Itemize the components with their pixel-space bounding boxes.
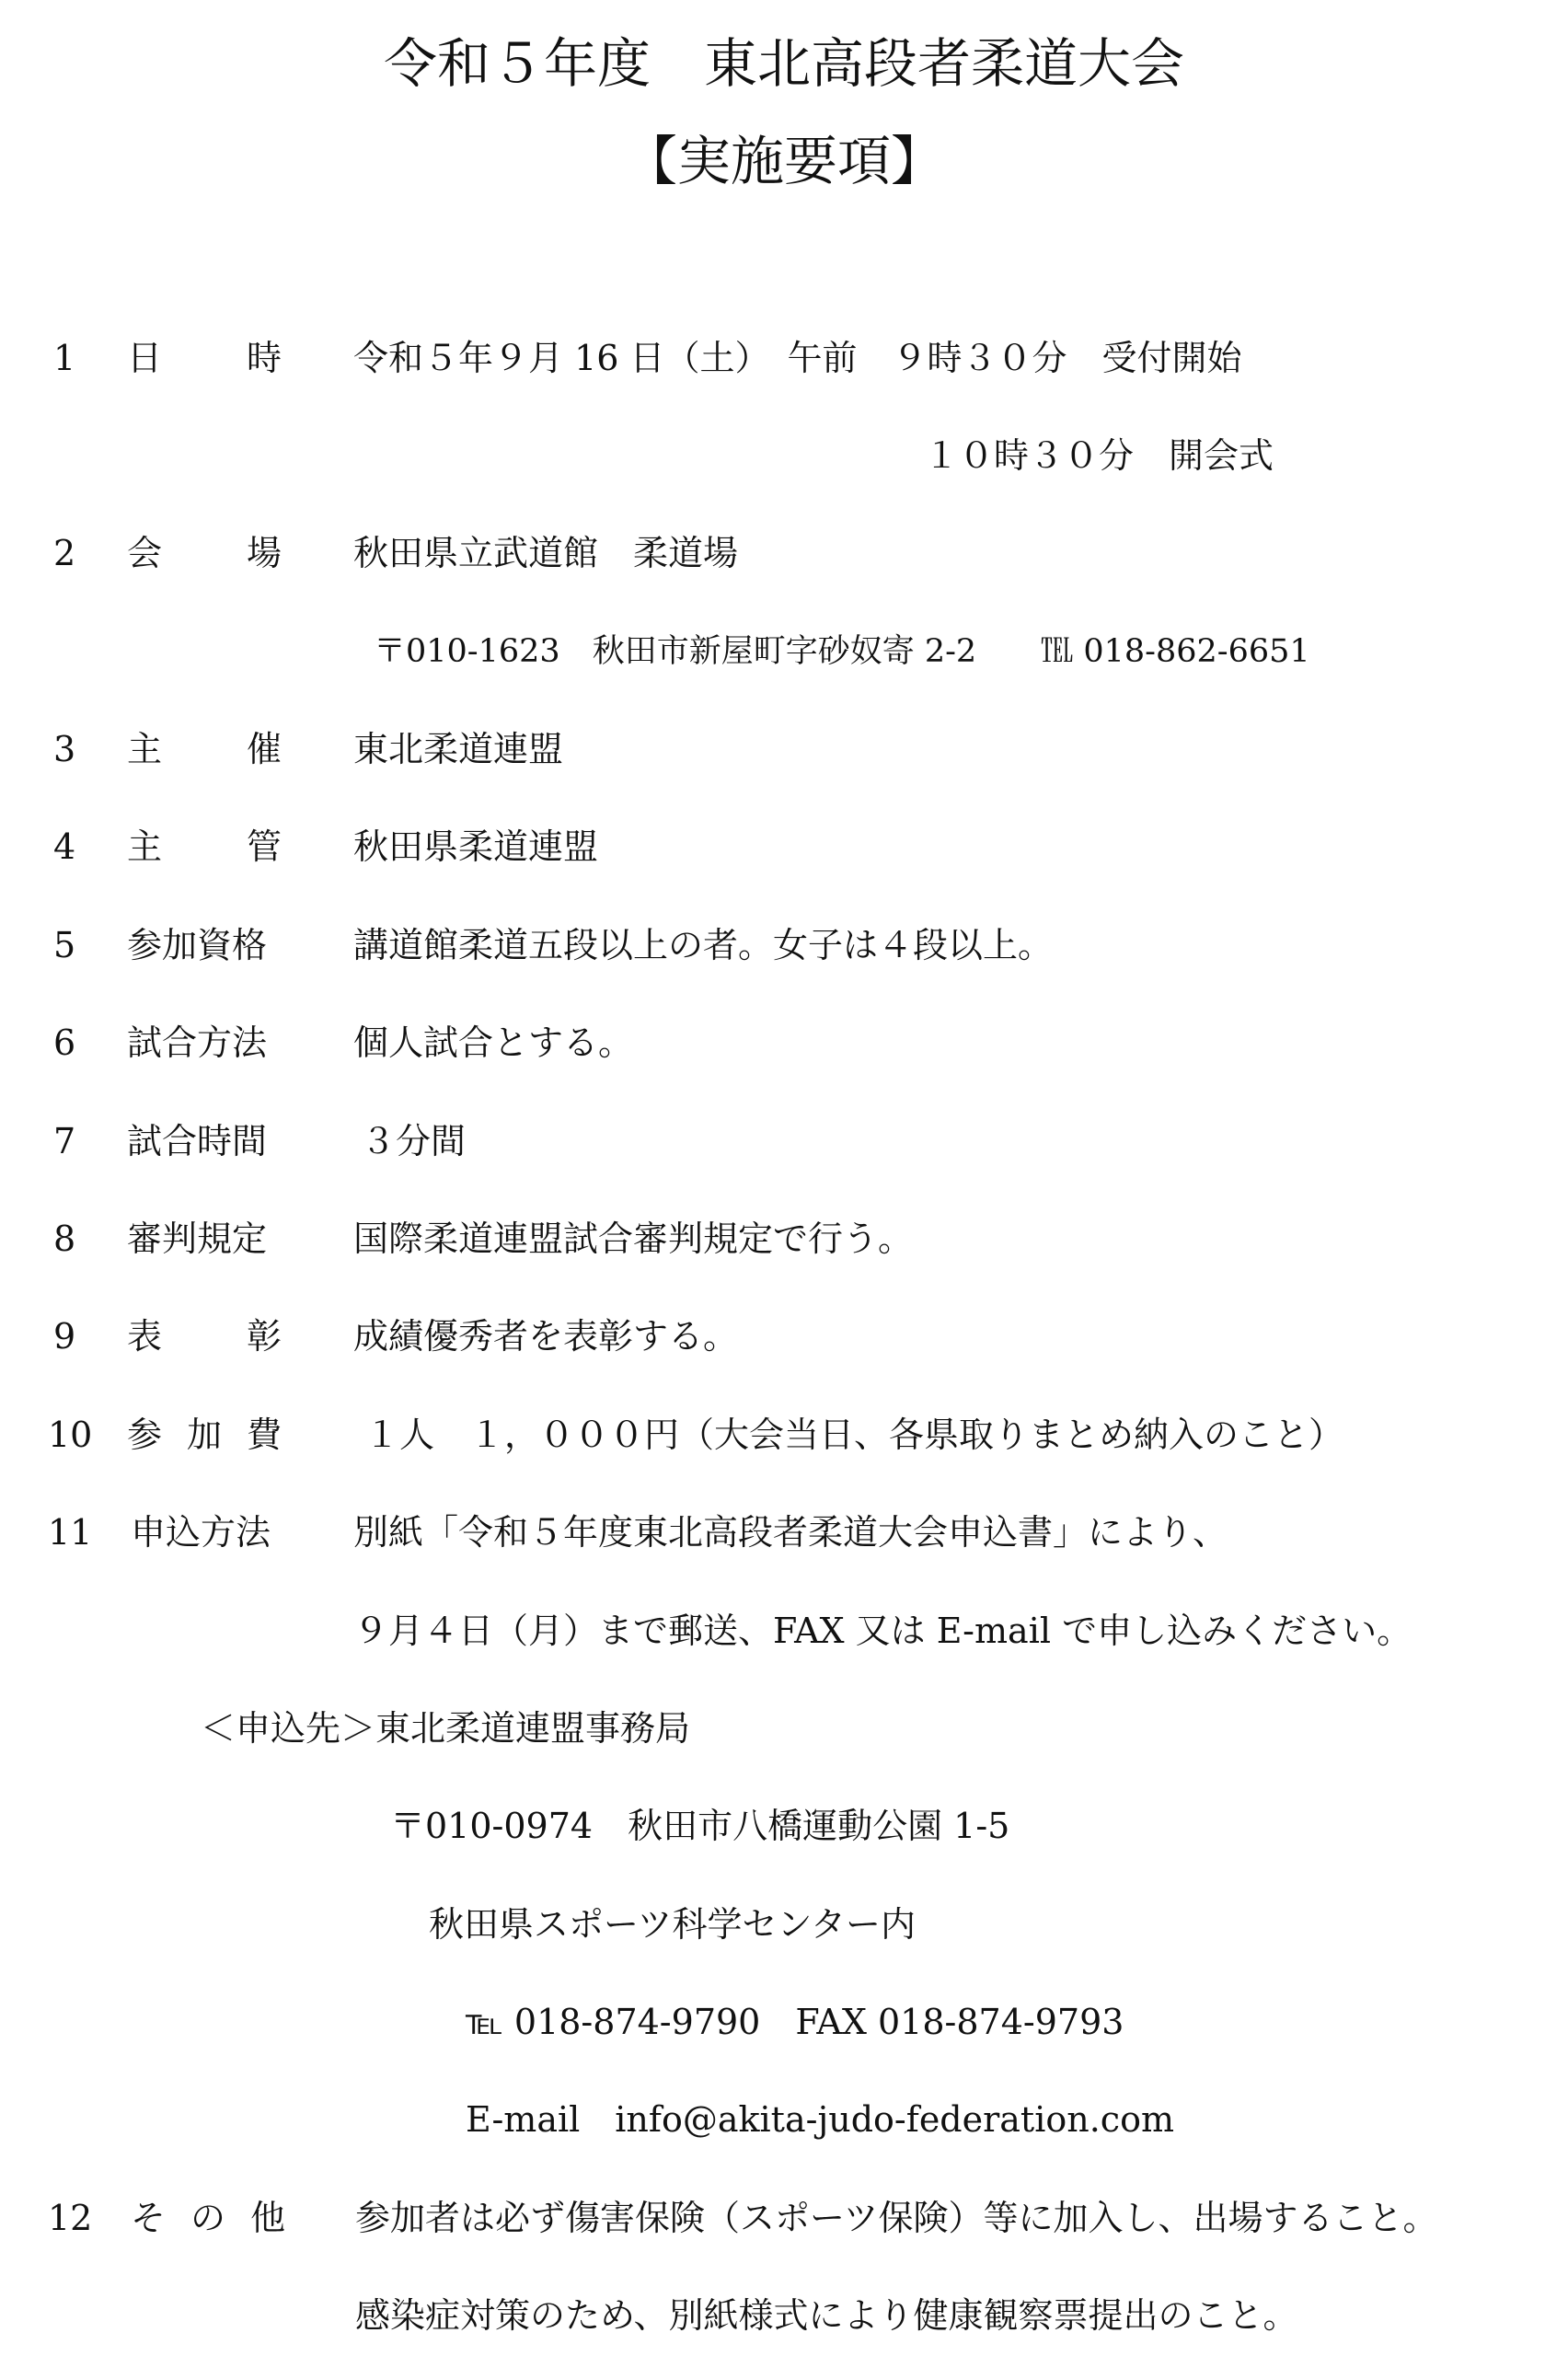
item-9-label <box>127 1314 282 1358</box>
item-3-label <box>127 727 282 771</box>
item-2-label-char: 場 <box>246 533 282 573</box>
item-11-label: 申込方法 <box>131 1512 271 1553</box>
item-2-label-char: 会 <box>127 533 163 573</box>
item-2-line-2: 〒010-1623 秋田市新屋町字砂奴寄 2-2 ℡ 018-862-6651 <box>374 633 1310 670</box>
item-10-label-char: 参 <box>127 1415 163 1455</box>
item-6-number: 6 <box>53 1022 76 1063</box>
item-11-line-2: ９月４日（月）まで郵送、FAX 又は E-mail で申し込みください。 <box>353 1611 1412 1651</box>
item-1-line-2: １０時３０分 開会式 <box>924 435 1274 476</box>
item-2-line-1: 秋田県立武道館 柔道場 <box>353 533 739 573</box>
item-2-number: 2 <box>53 533 76 573</box>
item-1-line-1: 令和５年９月 16 日（土） 午前 ９時３０分 受付開始 <box>353 338 1242 378</box>
item-11-line-1: 別紙「令和５年度東北高段者柔道大会申込書」により、 <box>353 1512 1228 1553</box>
item-9-label-char: 表 <box>127 1316 163 1357</box>
item-3-number: 3 <box>53 729 76 769</box>
item-12-label <box>131 2196 285 2240</box>
item-10-label <box>127 1413 282 1457</box>
item-5-number: 5 <box>53 925 76 965</box>
item-9-line-1: 成績優秀者を表彰する。 <box>353 1316 739 1357</box>
item-5-line-1: 講道館柔道五段以上の者。女子は４段以上。 <box>353 925 1054 965</box>
contact-phone-fax: ℡ 018-874-9790 FAX 018-874-9793 <box>466 2002 1124 2042</box>
item-8-number: 8 <box>53 1218 76 1259</box>
item-10-label-char: 加 <box>186 1415 222 1455</box>
item-10-number: 10 <box>48 1415 93 1455</box>
item-12-line-2: 感染症対策のため、別紙様式により健康観察票提出のこと。 <box>355 2295 1298 2336</box>
item-7-label: 試合時間 <box>127 1121 268 1161</box>
contact-postal-address: 〒010-0974 秋田市八橋運動公園 1-5 <box>390 1806 1010 1846</box>
item-10-line-1: １人 １，０００円（大会当日、各県取りまとめ納入のこと） <box>364 1415 1344 1455</box>
item-9-number: 9 <box>53 1316 76 1357</box>
item-6-label: 試合方法 <box>127 1022 268 1063</box>
item-1-label <box>127 336 282 380</box>
item-2-label <box>127 531 282 575</box>
item-12-number: 12 <box>48 2198 93 2238</box>
item-9-label-char: 彰 <box>246 1316 282 1357</box>
item-4-label-char: 管 <box>246 826 282 867</box>
contact-heading: ＜申込先＞東北柔道連盟事務局 <box>201 1708 691 1749</box>
item-8-label: 審判規定 <box>127 1218 268 1259</box>
item-5-label: 参加資格 <box>127 925 268 965</box>
item-3-line-1: 東北柔道連盟 <box>353 729 564 769</box>
contact-office: 秋田県スポーツ科学センター内 <box>429 1904 916 1945</box>
item-8-line-1: 国際柔道連盟試合審判規定で行う。 <box>353 1218 914 1259</box>
item-12-label-char: そ <box>131 2198 167 2238</box>
item-12-label-char: 他 <box>249 2198 285 2238</box>
item-4-label-char: 主 <box>127 826 163 867</box>
item-10-label-char: 費 <box>246 1415 282 1455</box>
item-1-label-char: 時 <box>246 338 282 378</box>
item-12-label-char: の <box>190 2198 225 2238</box>
item-4-line-1: 秋田県柔道連盟 <box>353 826 599 867</box>
item-11-number: 11 <box>48 1512 93 1553</box>
item-3-label-char: 催 <box>246 729 282 769</box>
document-title: 令和５年度 東北高段者柔道大会 <box>383 32 1184 95</box>
document-subtitle: 【実施要項】 <box>623 130 944 192</box>
item-12-line-1: 参加者は必ず傷害保険（スポーツ保険）等に加入し、出場すること。 <box>355 2198 1438 2238</box>
item-4-label <box>127 825 282 869</box>
item-1-label-char: 日 <box>127 338 163 378</box>
item-6-line-1: 個人試合とする。 <box>353 1022 634 1063</box>
item-3-label-char: 主 <box>127 729 163 769</box>
item-4-number: 4 <box>53 826 76 867</box>
contact-email: E-mail info@akita-judo-federation.com <box>466 2099 1174 2140</box>
item-7-line-1: ３分間 <box>361 1121 467 1161</box>
item-1-number: 1 <box>53 338 76 378</box>
item-7-number: 7 <box>53 1121 76 1161</box>
